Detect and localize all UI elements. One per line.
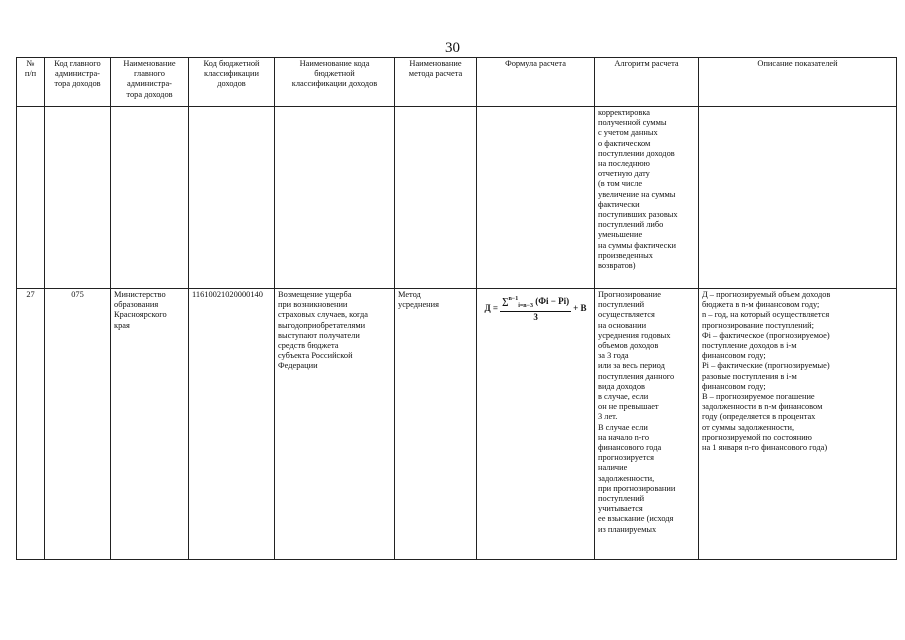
formula-rhs: + B xyxy=(573,303,587,313)
formula-numerator xyxy=(500,294,571,312)
page-number: 30 xyxy=(445,40,460,56)
header-number: № п/п xyxy=(17,58,45,107)
cell-empty xyxy=(17,107,45,289)
header-admin-name: Наименование главного администра- тора доходов xyxy=(111,58,189,107)
formula-sum-sign: ∑ xyxy=(502,296,509,306)
cell-admin-code: 075 xyxy=(45,289,111,560)
cell-algorithm: Прогнозирование поступлений осуществляется на основании усреднения годовых объемов доходов за 3 года или за весь период поступления данного вида доходов в случае, если он не превышает 3 лет. В случае если на начало n-го финансового года прогнозируется наличие задолженности, при прогнозировании поступлений учитывается ее взыскание (исходя из планируемых xyxy=(595,289,699,560)
formula-body: (Фi − Pi) xyxy=(535,296,570,306)
cell-empty xyxy=(275,107,395,289)
header-method: Наименование метода расчета xyxy=(395,58,477,107)
cell-formula xyxy=(477,289,595,560)
table-row-continuation xyxy=(17,107,897,289)
formula-fraction xyxy=(500,294,571,322)
cell-method: Метод усреднения xyxy=(395,289,477,560)
header-code-name: Наименование кода бюджетной классификации доходов xyxy=(275,58,395,107)
header-admin-code: Код главного администра- тора доходов xyxy=(45,58,111,107)
header-algorithm: Алгоритм расчета xyxy=(595,58,699,107)
formula-upper-limit: n−1 xyxy=(508,296,519,302)
cell-code-name: Возмещение ущерба при возникновении страховых случаев, когда выгодоприобретателями выступают получатели средств бюджета субъекта Российской Федерации xyxy=(275,289,395,560)
table-header-row xyxy=(17,58,897,107)
formula-lhs: Д = xyxy=(484,303,499,313)
revenue-forecast-table xyxy=(16,57,897,560)
formula-lower-limit: i=n−3 xyxy=(518,302,534,309)
cell-empty xyxy=(699,107,897,289)
cell-empty xyxy=(477,107,595,289)
header-budget-code: Код бюджетной классификации доходов xyxy=(189,58,275,107)
cell-budget-code: 11610021020000140 xyxy=(189,289,275,560)
formula xyxy=(480,294,591,322)
cell-empty xyxy=(45,107,111,289)
formula-denominator: 3 xyxy=(533,312,538,322)
cell-empty xyxy=(189,107,275,289)
cell-empty xyxy=(395,107,477,289)
cell-description: Д – прогнозируемый объем доходов бюджета в n-м финансовом году; n – год, на который осуществляется прогнозирование поступлений; Фi – фактическое (прогнозируемое) поступление доходов в i-м финансовом году; Pi – фактические (прогнозируемые) разовые поступления в i-м финансовом году; В – прогнозируемое погашение задолженности в n-м финансовом году (определяется в процентах от суммы задолженности, прогнозируемой по состоянию на 1 января n-го финансового года) xyxy=(699,289,897,560)
cell-empty xyxy=(111,107,189,289)
header-formula: Формула расчета xyxy=(477,58,595,107)
table-row-27 xyxy=(17,289,897,560)
header-description: Описание показателей xyxy=(699,58,897,107)
cell-number: 27 xyxy=(17,289,45,560)
cell-admin-name: Министерство образования Красноярского края xyxy=(111,289,189,560)
cell-algorithm-continuation: корректировка полученной суммы с учетом данных о фактическом поступлении доходов на последнюю отчетную дату (в том числе увеличение на суммы фактически поступивших разовых поступлений либо уменьшение на суммы фактически произведенных возвратов) xyxy=(595,107,699,289)
